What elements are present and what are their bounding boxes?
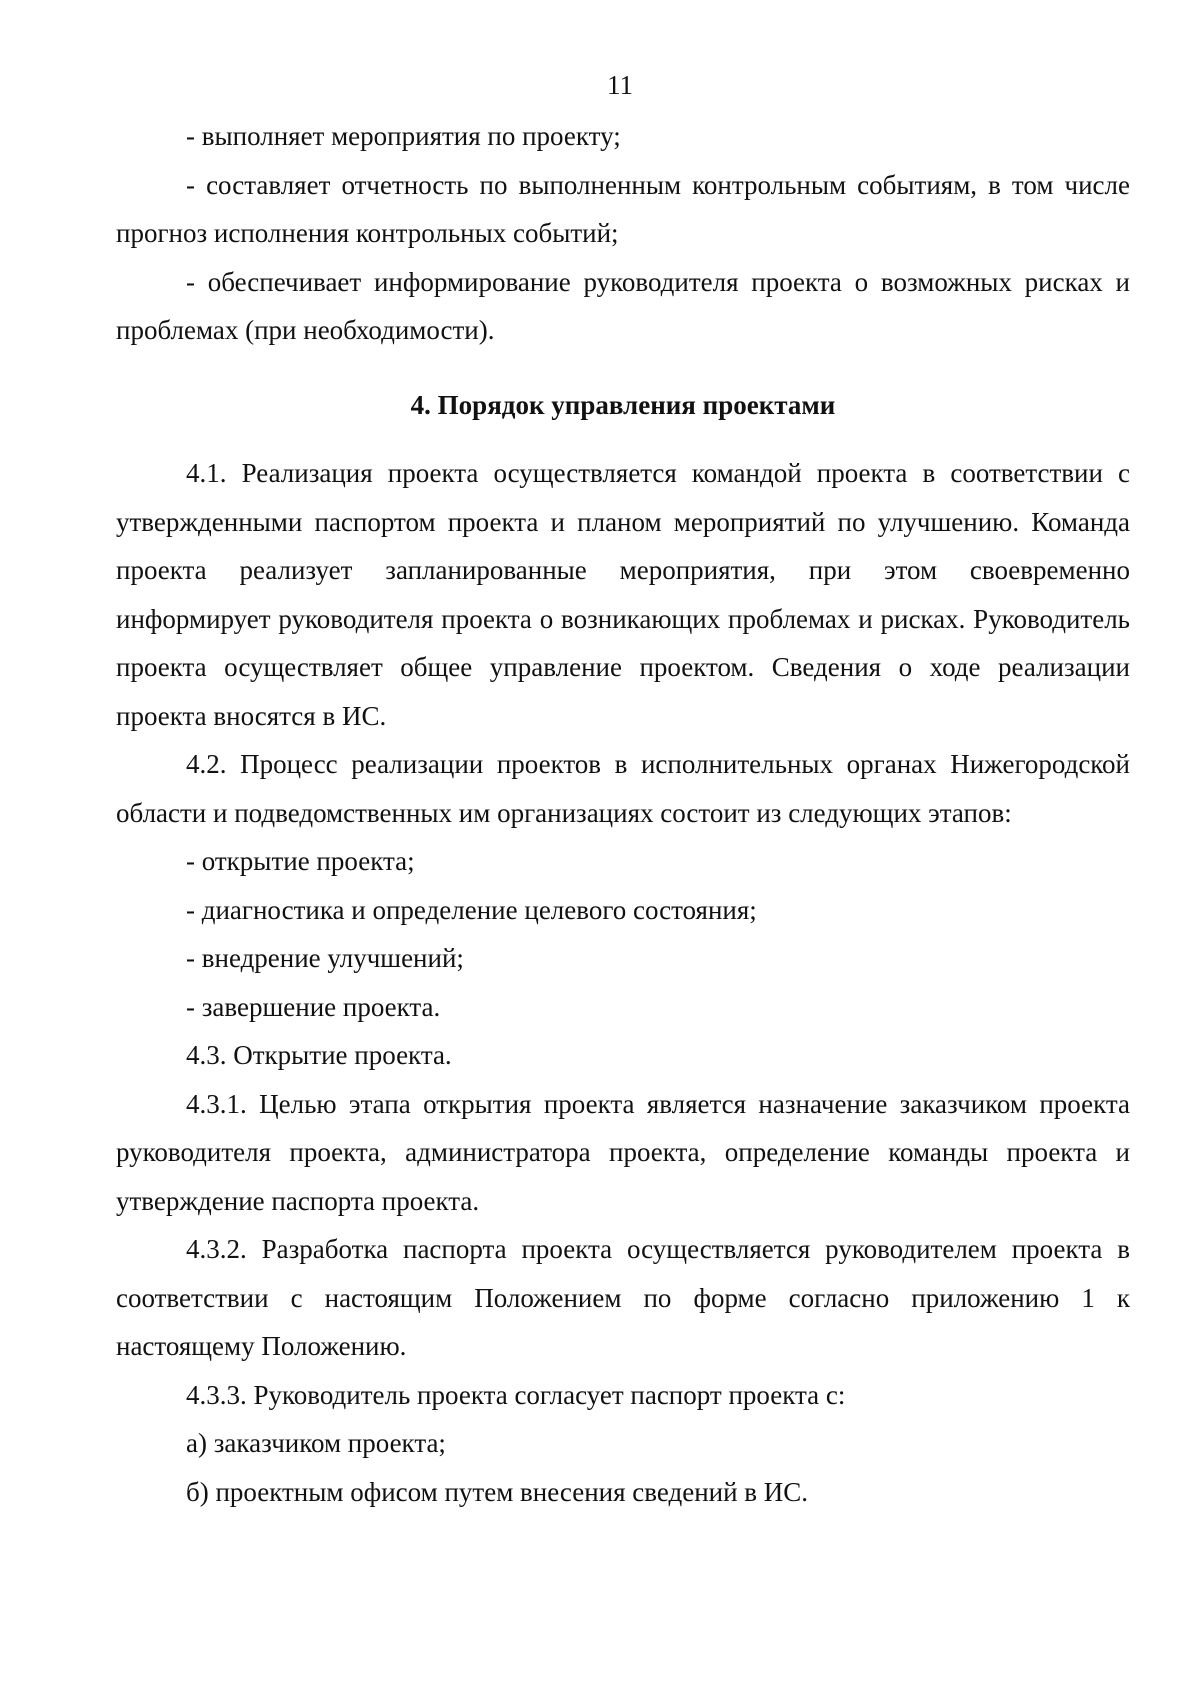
approval-item-a: а) заказчиком проекта; [186,1428,446,1458]
paragraph-4-3-2: 4.3.2. Разработка паспорта проекта осуществляется руководителем проекта в соответствии с настоящим Положением по форме согласно приложению 1 к настоящему Положению. [116,1234,1130,1361]
approval-item-b: б) проектным офисом путем внесения сведений в ИС. [186,1476,809,1507]
document-body [116,112,1130,1516]
stage-item-3: - внедрение улучшений; [186,943,464,973]
stage-item-4: - завершение проекта. [186,991,441,1022]
paragraph-4-3: 4.3. Открытие проекта. [186,1040,452,1070]
page-number: 11 [607,70,633,100]
intro-item-3: - обеспечивает информирование руководителя проекта о возможных рисках и проблемах (при необходимости). [116,266,1130,345]
paragraph-4-3-3: 4.3.3. Руководитель проекта согласует паспорт проекта с: [186,1379,846,1410]
intro-item-1: - выполняет мероприятия по проекту; [186,121,621,151]
paragraph-4-2: 4.2. Процесс реализации проектов в исполнительных органах Нижегородской области и подведомственных им организациях состоит из следующих этапов: [116,749,1130,828]
paragraph-4-1: 4.1. Реализация проекта осуществляется командой проекта в соответствии с утвержденными паспортом проекта и планом мероприятий по улучшению. Команда проекта реализует запланированные мероприятия, при этом своевременно информирует руководителя проекта о возникающих проблемах и рисках. Руководитель проекта осуществляет общее управление проектом. Сведения о ходе реализации проекта вносятся в ИС. [116,458,1130,731]
intro-item-2: - составляет отчетность по выполненным контрольным событиям, в том числе прогноз исполнения контрольных событий; [116,169,1130,248]
section-heading: 4. Порядок управления проектами [410,389,836,420]
stage-item-1: - открытие проекта; [186,846,415,876]
paragraph-4-3-1: 4.3.1. Целью этапа открытия проекта является назначение заказчиком проекта руководителя проекта, администратора проекта, определение команды проекта и утверждение паспорта проекта. [116,1088,1130,1216]
stage-item-2: - диагностика и определение целевого состояния; [186,894,757,925]
